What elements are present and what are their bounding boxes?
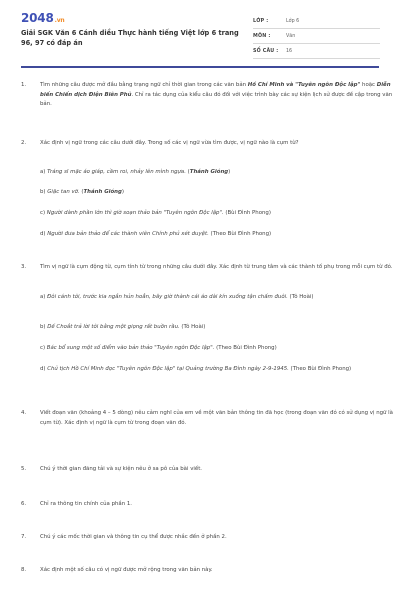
question-number: 4. <box>21 410 27 416</box>
question-number: 2. <box>21 140 27 146</box>
question-text: Chỉ ra thông tin chính của phần 1. <box>40 501 132 507</box>
question-text: Viết đoạn văn (khoảng 4 – 5 dòng) nêu cảm nghĩ của em về một văn bản thông tin đã học (trong đoạn văn đó có sử dụng vị ngữ là cụm từ). Xác định vị ngữ là cụm từ trong đoạn văn đó. <box>40 410 393 426</box>
sub-item-2c: c) Người dành phần lớn thì giờ soạn thảo bản "Tuyên ngôn Độc lập". (Bùi Đình Phong) <box>40 210 271 216</box>
sub-item-2b: b) Giặc tan vỡ. (Thánh Gióng) <box>40 189 124 195</box>
logo-text: 2048 <box>21 11 54 25</box>
header-divider <box>21 66 379 68</box>
meta-table <box>253 14 380 59</box>
meta-value: Văn <box>286 33 296 39</box>
question-number: 1. <box>21 82 27 88</box>
meta-value: Lớp 6 <box>286 18 300 24</box>
sub-item-3d: d) Chủ tịch Hồ Chí Minh đọc "Tuyên ngôn Độc lập" tại Quảng trường Ba Đình ngày 2-9-1945. (Theo Bùi Đình Phong) <box>40 366 352 372</box>
sub-item-2d: d) Người đưa bản thảo để các thành viên Chính phủ xét duyệt. (Theo Bùi Đình Phong) <box>40 231 272 237</box>
page-header <box>0 0 400 70</box>
meta-label: LỚP : <box>253 18 269 24</box>
meta-label: MÔN : <box>253 33 271 39</box>
sub-item-2a: a) Tráng sĩ mặc áo giáp, cầm roi, nhảy lên mình ngựa. (Thánh Gióng) <box>40 169 231 175</box>
logo-suffix: .vn <box>54 17 65 24</box>
question-number: 3. <box>21 264 27 270</box>
question-text: Xác định một số câu có vị ngữ được mở rộng trong văn bản này. <box>40 567 213 573</box>
question-text: Tìm những câu được mở đầu bằng trạng ngữ chỉ thời gian trong các văn bản Hồ Chí Minh và "Tuyên ngôn Độc lập" hoặc Diễn biến Chiến dịch Điện Biên Phủ. Chỉ ra tác dụng của kiểu câu đó đối với việc trình bày các sự kiện lịch sử được đề cập trong văn bản. <box>40 82 393 107</box>
page-title: Giải SGK Văn 6 Cánh diều Thực hành tiếng Việt lớp 6 trang 96, 97 có đáp án <box>21 29 239 47</box>
meta-label: SỐ CÂU : <box>253 48 279 54</box>
site-logo[interactable] <box>21 11 64 25</box>
meta-row-count <box>253 44 380 59</box>
meta-row-subject <box>253 29 380 44</box>
sub-item-3c: c) Bác bổ sung một số điểm vào bản thảo "Tuyên ngôn Độc lập". (Theo Bùi Đình Phong) <box>40 345 277 351</box>
meta-value: 16 <box>286 48 293 54</box>
question-text: Tìm vị ngữ là cụm động từ, cụm tính từ trong những câu dưới đây. Xác định từ trung tâm và các thành tố phụ trong mỗi cụm từ đó. <box>40 264 393 270</box>
sub-item-3a: a) Đôi cánh tôi, trước kia ngắn hủn hoẳn, bây giờ thành cái áo dài kín xuống tận chấm đuôi. (Tô Hoài) <box>40 294 314 300</box>
sub-item-3b: b) Dế Choắt trả lời tôi bằng một giọng rất buồn rầu. (Tô Hoài) <box>40 324 206 330</box>
question-text: Xác định vị ngữ trong các câu dưới đây. Trong số các vị ngữ vừa tìm được, vị ngữ nào là cụm từ? <box>40 140 299 146</box>
question-number: 5. <box>21 466 27 472</box>
question-text: Chú ý các mốc thời gian và thông tin cụ thể được nhắc đến ở phần 2. <box>40 534 227 540</box>
question-number: 6. <box>21 501 27 507</box>
question-text: Chú ý thời gian đăng tải và sự kiện nêu ở sa pô của bài viết. <box>40 466 203 472</box>
question-number: 8. <box>21 567 27 573</box>
meta-row-class <box>253 14 380 29</box>
question-number: 7. <box>21 534 27 540</box>
